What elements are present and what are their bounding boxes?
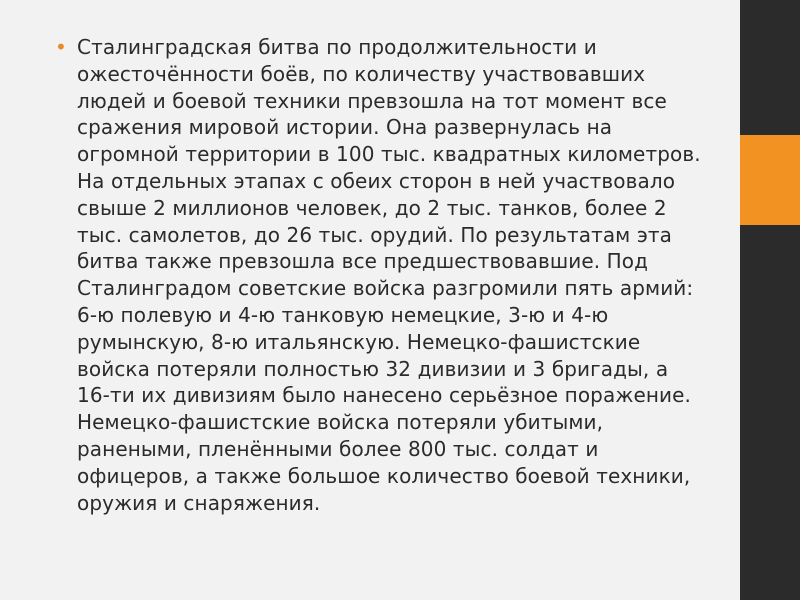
text-line: войска потеряли полностью 32 дивизии и 3 бригады, а <box>77 356 669 381</box>
text-line: свыше 2 миллионов человек, до 2 тыс. танков, более 2 <box>77 195 667 220</box>
text-line: ожесточённости боёв, по количеству участвовавших <box>77 61 646 86</box>
accent-block <box>740 135 800 225</box>
bullet-item <box>55 34 745 516</box>
text-line: офицеров, а также большое количество боевой техники, <box>77 463 691 488</box>
text-line: сражения мировой истории. Она развернулась на <box>77 115 613 140</box>
text-line: 6-ю полевую и 4-ю танковую немецкие, 3-ю и 4-ю <box>77 302 609 327</box>
text-line: Немецко-фашистские войска потеряли убитыми, <box>77 410 604 435</box>
body-text <box>77 34 745 516</box>
text-line: Сталинградская битва по продолжительности и <box>77 35 597 59</box>
text-line: Сталинградом советские войска разгромили пять армий: <box>77 276 694 301</box>
text-line: людей и боевой техники превзошла на тот момент все <box>77 88 667 113</box>
text-line: На отдельных этапах с обеих сторон в ней участвовало <box>77 168 676 193</box>
text-line: 16-ти их дивизиям было нанесено серьёзное поражение. <box>77 383 691 408</box>
text-line: оружия и снаряжения. <box>77 490 321 515</box>
text-line: тыс. самолетов, до 26 тыс. орудий. По результатам эта <box>77 222 673 247</box>
bullet-icon: • <box>55 35 67 59</box>
slide-content <box>55 34 745 516</box>
text-line: огромной территории в 100 тыс. квадратных километров. <box>77 142 701 167</box>
text-line: ранеными, пленёнными более 800 тыс. солдат и <box>77 436 599 461</box>
side-panel-bar <box>750 0 800 600</box>
text-line: битва также превзошла все предшествовавшие. Под <box>77 249 649 274</box>
text-line: румынскую, 8-ю итальянскую. Немецко-фашистские <box>77 329 641 354</box>
